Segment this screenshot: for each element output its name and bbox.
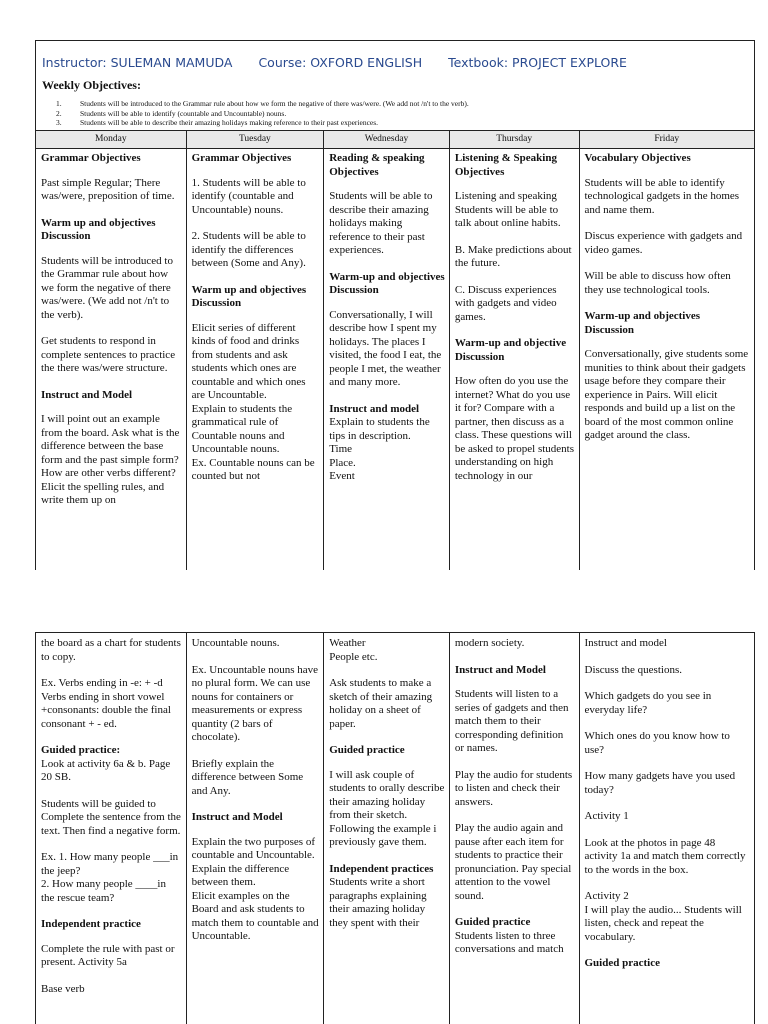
plan-text: C. Discuss experiences with gadgets and video games. xyxy=(454,283,557,323)
plan-text: Students will be able to describe their amazing holidays making reference to their past experiences. xyxy=(329,190,433,256)
plan-text: Play the audio again and pause after each item for students to practice their pronunciation. Pay special attention to the vowel sound. xyxy=(454,822,572,902)
weekly-objectives-title: Weekly Objectives: xyxy=(42,78,141,92)
section-heading: Warm-up and objective Discussion xyxy=(454,337,567,363)
plan-text: Uncountable nouns. xyxy=(191,637,280,649)
plan-text: Event xyxy=(329,470,355,482)
section-heading: Warm up and objectives Discussion xyxy=(41,216,156,242)
friday-column xyxy=(580,633,755,1024)
plan-text: Time xyxy=(329,443,353,455)
plan-text: Will be able to discuss how often they use technological tools. xyxy=(584,270,731,296)
section-heading: Grammar Objectives xyxy=(41,152,141,164)
plan-header xyxy=(36,41,754,131)
course-label: Course: OXFORD ENGLISH xyxy=(258,55,423,70)
section-heading: Listening & Speaking Objectives xyxy=(454,152,557,178)
plan-text: Briefly explain the difference between Some and Any. xyxy=(191,757,304,797)
section-heading: Instruct and Model xyxy=(454,663,546,676)
plan-text: Complete the rule with past or present. Activity 5a xyxy=(41,942,175,968)
objective-item xyxy=(42,118,754,128)
plan-text: Students will be able to identify technological gadgets in the homes and name them. xyxy=(584,176,740,216)
section-heading: Guided practice xyxy=(329,744,405,756)
monday-column xyxy=(36,148,187,570)
day-header-row xyxy=(36,131,754,149)
header-line xyxy=(42,55,754,70)
objective-text: Students will be introduced to the Grammar rule about how we form the negative of there was/were. (We add not /n't to the verb). xyxy=(80,99,469,108)
tuesday-column xyxy=(187,633,325,1024)
lesson-plan-page-2 xyxy=(35,632,755,1024)
objective-number: 1. xyxy=(56,99,62,108)
weekly-objectives-list xyxy=(42,99,754,128)
plan-text: 2. How many people ____in the rescue team? xyxy=(41,878,166,904)
section-heading: Vocabulary Objectives xyxy=(584,152,691,164)
plan-text: I will ask couple of students to orally describe their amazing holiday from their sketch. xyxy=(329,768,445,821)
plan-text: Explain the difference between them. xyxy=(191,862,290,888)
plan-text: B. Make predictions about the future. xyxy=(454,243,572,269)
plan-text: Activity 1 xyxy=(584,810,629,822)
section-heading: Guided practice xyxy=(454,916,531,928)
plan-text: Following the example i previously gave them. xyxy=(329,822,437,848)
plan-text: Listening and speaking Students will be able to talk about online habits. xyxy=(454,190,561,229)
lesson-plan-page-1 xyxy=(35,40,755,570)
plan-text: Which ones do you know how to use? xyxy=(584,730,730,756)
plan-text: Ex. Countable nouns can be counted but not xyxy=(191,456,315,482)
day-wednesday: Wednesday xyxy=(324,131,450,148)
plan-text: 1. Students will be able to identify (countable and Uncountable) nouns. xyxy=(191,176,306,216)
plan-text: Look at the photos in page 48 activity 1a and match them correctly to the words in the box. xyxy=(584,836,746,876)
wednesday-column xyxy=(324,633,450,1024)
section-heading: Guided practice: xyxy=(41,744,121,756)
plan-columns-page-2 xyxy=(36,633,754,1024)
plan-text: Look at activity 6a & b. Page 20 SB. xyxy=(41,757,171,783)
section-heading: Grammar Objectives xyxy=(191,152,292,164)
thursday-column xyxy=(450,148,580,570)
section-heading: Instruct and model xyxy=(329,402,420,415)
textbook-label: Textbook: PROJECT EXPLORE xyxy=(448,55,627,70)
section-heading: Instruct and Model xyxy=(191,811,283,823)
plan-text: People etc. xyxy=(329,650,378,663)
plan-text: the board as a chart for students to copy. xyxy=(41,637,181,663)
plan-text: Explain to students the tips in description. xyxy=(329,416,430,442)
plan-text: How often do you use the internet? What do you use it for? Compare with a partner, then discuss as a class. These questions will be asked to propel students understanding on high technology in our xyxy=(454,375,575,482)
plan-text: Past simple Regular; There was/were, preposition of time. xyxy=(41,176,175,202)
plan-text: Elicit examples on the Board and ask students to match them to countable and Uncountable. xyxy=(191,889,319,942)
plan-text: Elicit series of different kinds of food and drinks from students and ask students which ones are countable and which ones are Uncountable. xyxy=(191,321,306,401)
wednesday-column xyxy=(324,148,450,570)
section-heading: Guided practice xyxy=(584,957,660,969)
objective-item xyxy=(42,109,754,119)
section-heading: Warm-up and objectives Discussion xyxy=(329,270,445,296)
thursday-column xyxy=(450,633,580,1024)
plan-text: Play the audio for students to listen and check their answers. xyxy=(454,768,573,808)
plan-text: Weather xyxy=(329,637,366,649)
objective-text: Students will be able to identify (countable and Uncountable) nouns. xyxy=(80,108,287,118)
plan-text: How many gadgets have you used today? xyxy=(584,770,736,796)
day-tuesday: Tuesday xyxy=(187,131,325,148)
section-heading: Warm up and objectives Discussion xyxy=(191,283,307,309)
plan-text: I will point out an example from the board. Ask what is the difference between the base form and the past simple form? How are other verbs different? Elicit the spelling rules, and write them up on xyxy=(41,413,180,506)
plan-text: Conversationally, give students some munities to think about their gadgets usage before they compare their experience in Pairs. Will elicit responds and build up a list on the board of the most common online gadget around the class. xyxy=(584,348,749,441)
plan-text: Explain the two purposes of countable and Uncountable. xyxy=(191,835,316,861)
section-heading: Independent practices xyxy=(329,862,434,875)
section-heading: Instruct and Model xyxy=(41,388,133,401)
day-thursday: Thursday xyxy=(450,131,580,148)
plan-text: Ex. Uncountable nouns have no plural form. We can use nouns for containers or measurements or express quantity (2 bars of chocolate). xyxy=(191,663,319,743)
plan-text: Discus experience with gadgets and video games. xyxy=(584,230,743,256)
plan-text: Explain to students the grammatical rule of Countable nouns and Uncountable nouns. xyxy=(191,402,293,455)
plan-text: 2. Students will be able to identify the differences between (Some and Any). xyxy=(191,230,306,269)
plan-text: Place. xyxy=(329,456,356,469)
section-heading: Reading & speaking Objectives xyxy=(329,152,425,178)
plan-text: Base verb xyxy=(41,982,85,995)
plan-text: Ex. 1. How many people ___in the jeep? xyxy=(41,851,179,877)
section-heading: Independent practice xyxy=(41,918,141,930)
instructor-label: Instructor: SULEMAN MAMUDA xyxy=(42,55,233,70)
plan-text: Students write a short paragraphs explaining their amazing holiday they spent with their xyxy=(329,876,427,929)
plan-text: Ask students to make a sketch of their amazing holiday on a sheet of paper. xyxy=(329,677,433,730)
plan-text: modern society. xyxy=(454,637,525,649)
monday-column xyxy=(36,633,187,1024)
plan-text: Instruct and model xyxy=(584,637,667,649)
objective-text: Students will be able to describe their amazing holidays making reference to their past experiences. xyxy=(80,118,379,127)
plan-text: I will play the audio... Students will listen, check and repeat the vocabulary. xyxy=(584,903,742,943)
plan-text: Discuss the questions. xyxy=(584,663,682,676)
plan-text: Get students to respond in complete sentences to practice the there was/were structure. xyxy=(41,335,176,374)
plan-text: Students listen to three conversations and match xyxy=(454,929,564,955)
day-monday: Monday xyxy=(36,131,187,148)
objective-number: 3. xyxy=(56,118,62,127)
section-heading: Warm-up and objectives Discussion xyxy=(584,310,700,336)
plan-text: Students will be introduced to the Grammar rule about how we form the negative of there was/were. (We add not /n't to the verb). xyxy=(41,254,173,321)
objective-item xyxy=(42,99,754,109)
plan-text: Students will listen to a series of gadgets and then match them to their corresponding definition or names. xyxy=(454,688,569,754)
tuesday-column xyxy=(187,148,325,570)
plan-text: Which gadgets do you see in everyday life? xyxy=(584,690,712,716)
day-friday: Friday xyxy=(654,134,680,144)
plan-text: Ex. Verbs ending in -e: + -d Verbs ending in short vowel +consonants: double the final consonant + - ed. xyxy=(41,677,171,730)
plan-columns-page-1 xyxy=(36,148,754,570)
plan-text: Conversationally, I will describe how I spent my holidays. The places I visited, the food I eat, the people I met, the weather and many more. xyxy=(329,308,442,388)
friday-column xyxy=(580,148,755,570)
objective-number: 2. xyxy=(56,108,62,118)
plan-text: Activity 2 xyxy=(584,890,629,902)
plan-text: Students will be guided to Complete the sentence from the text. Then find a negative form. xyxy=(41,797,181,837)
